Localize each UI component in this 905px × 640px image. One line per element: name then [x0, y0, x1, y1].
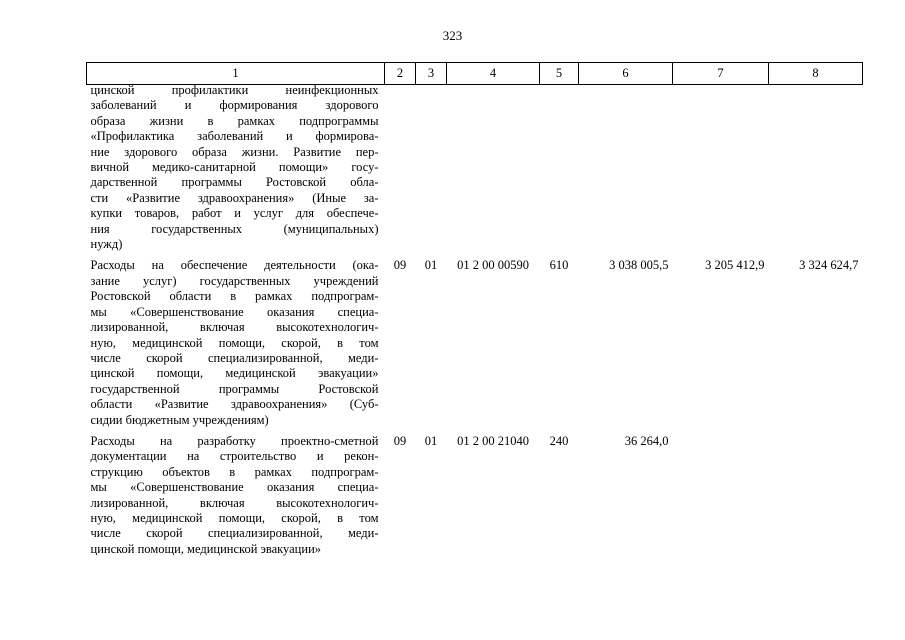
table-row: [87, 252, 863, 427]
description-line: купки товаров, работ и услуг для обеспече-: [90, 206, 379, 221]
description-line: ние здорового образа жизни. Развитие пер-: [90, 144, 379, 159]
description-line: вичной медико-санитарной помощи» госу-: [90, 160, 379, 175]
cell-expense-type: 610: [549, 258, 569, 273]
description-line: числе скорой специализированной, меди-: [90, 526, 379, 541]
budget-table: [86, 62, 863, 557]
description-line: сти «Развитие здравоохранения» (Иные за-: [90, 190, 379, 205]
description-line: государственной программы Ростовской: [90, 381, 379, 396]
description-line: нужд): [90, 237, 123, 252]
description-line: мы «Совершенствование оказания специа-: [90, 480, 379, 495]
description-line: ния государственных (муниципальных): [90, 221, 379, 236]
description-line: мы «Совершенствование оказания специа-: [90, 304, 379, 319]
cell-target-article: 01 2 00 21040: [457, 433, 529, 448]
cell-target-article: [447, 85, 540, 253]
description-line: цинской помощи, медицинской эвакуации»: [90, 541, 322, 556]
description-line: Расходы на обеспечение деятельности (ока-: [90, 258, 379, 273]
page-number: 323: [442, 28, 463, 43]
row-description: [87, 85, 385, 253]
description-line: зание услуг) государственных учреждений: [90, 273, 379, 288]
description-line: струкцию объектов в рамках подпрограм-: [90, 464, 379, 479]
cell-amount-year1: 3 038 005,5: [609, 258, 669, 273]
cell-amount-year2: 3 205 412,9: [705, 258, 765, 273]
cell-amount-year2: [673, 85, 769, 253]
description-line: числе скорой специализированной, меди-: [90, 350, 379, 365]
description-line: образа жизни в рамках подпрограммы: [90, 113, 379, 128]
description-line: области «Развитие здравоохранения» (Суб-: [90, 397, 379, 412]
table-header: [87, 63, 863, 85]
description-line: сидии бюджетным учреждениям): [90, 412, 269, 427]
cell-expense-type: [540, 85, 579, 253]
table-row: [87, 85, 863, 253]
row-description: [87, 252, 385, 427]
description-line: заболеваний и формирования здорового: [90, 98, 379, 113]
table-row: [87, 428, 863, 557]
column-header-4: 4: [447, 63, 540, 85]
description-line: лизированной, включая высокотехнологич-: [90, 320, 379, 335]
description-line: дарственной программы Ростовской обла-: [90, 175, 379, 190]
column-header-2: 2: [385, 63, 416, 85]
cell-amount-year3: 3 324 624,7: [799, 258, 859, 273]
column-header-7: 7: [673, 63, 769, 85]
description-line: ную, медицинской помощи, скорой, в том: [90, 510, 379, 525]
column-header-8: 8: [769, 63, 863, 85]
description-line: ную, медицинской помощи, скорой, в том: [90, 335, 379, 350]
table-body: [87, 85, 863, 558]
cell-amount-year2: [673, 428, 769, 557]
description-line: Расходы на разработку проектно-сметной: [90, 433, 379, 448]
cell-section: 09: [393, 433, 407, 448]
description-line: документации на строительство и рекон-: [90, 449, 379, 464]
cell-amount-year3: [769, 428, 863, 557]
cell-section: 09: [393, 258, 407, 273]
cell-subsection: [416, 85, 447, 253]
description-line: цинской профилактики неинфекционных: [90, 83, 379, 97]
cell-amount-year1: 36 264,0: [624, 433, 669, 448]
cell-amount-year3: [769, 85, 863, 253]
row-description: [87, 428, 385, 557]
description-line: «Профилактика заболеваний и формирова-: [90, 129, 379, 144]
cell-subsection: 01: [424, 433, 438, 448]
column-header-6: 6: [579, 63, 673, 85]
cell-amount-year1: [579, 85, 673, 253]
column-header-3: 3: [416, 63, 447, 85]
description-line: лизированной, включая высокотехнологич-: [90, 495, 379, 510]
cell-section: [385, 85, 416, 253]
description-line: цинской помощи, медицинской эвакуации»: [90, 366, 379, 381]
column-header-1: 1: [87, 63, 385, 85]
cell-expense-type: 240: [549, 433, 569, 448]
cell-target-article: 01 2 00 00590: [457, 258, 529, 273]
column-header-5: 5: [540, 63, 579, 85]
description-line: Ростовской области в рамках подпрограм-: [90, 289, 379, 304]
cell-subsection: 01: [424, 258, 438, 273]
